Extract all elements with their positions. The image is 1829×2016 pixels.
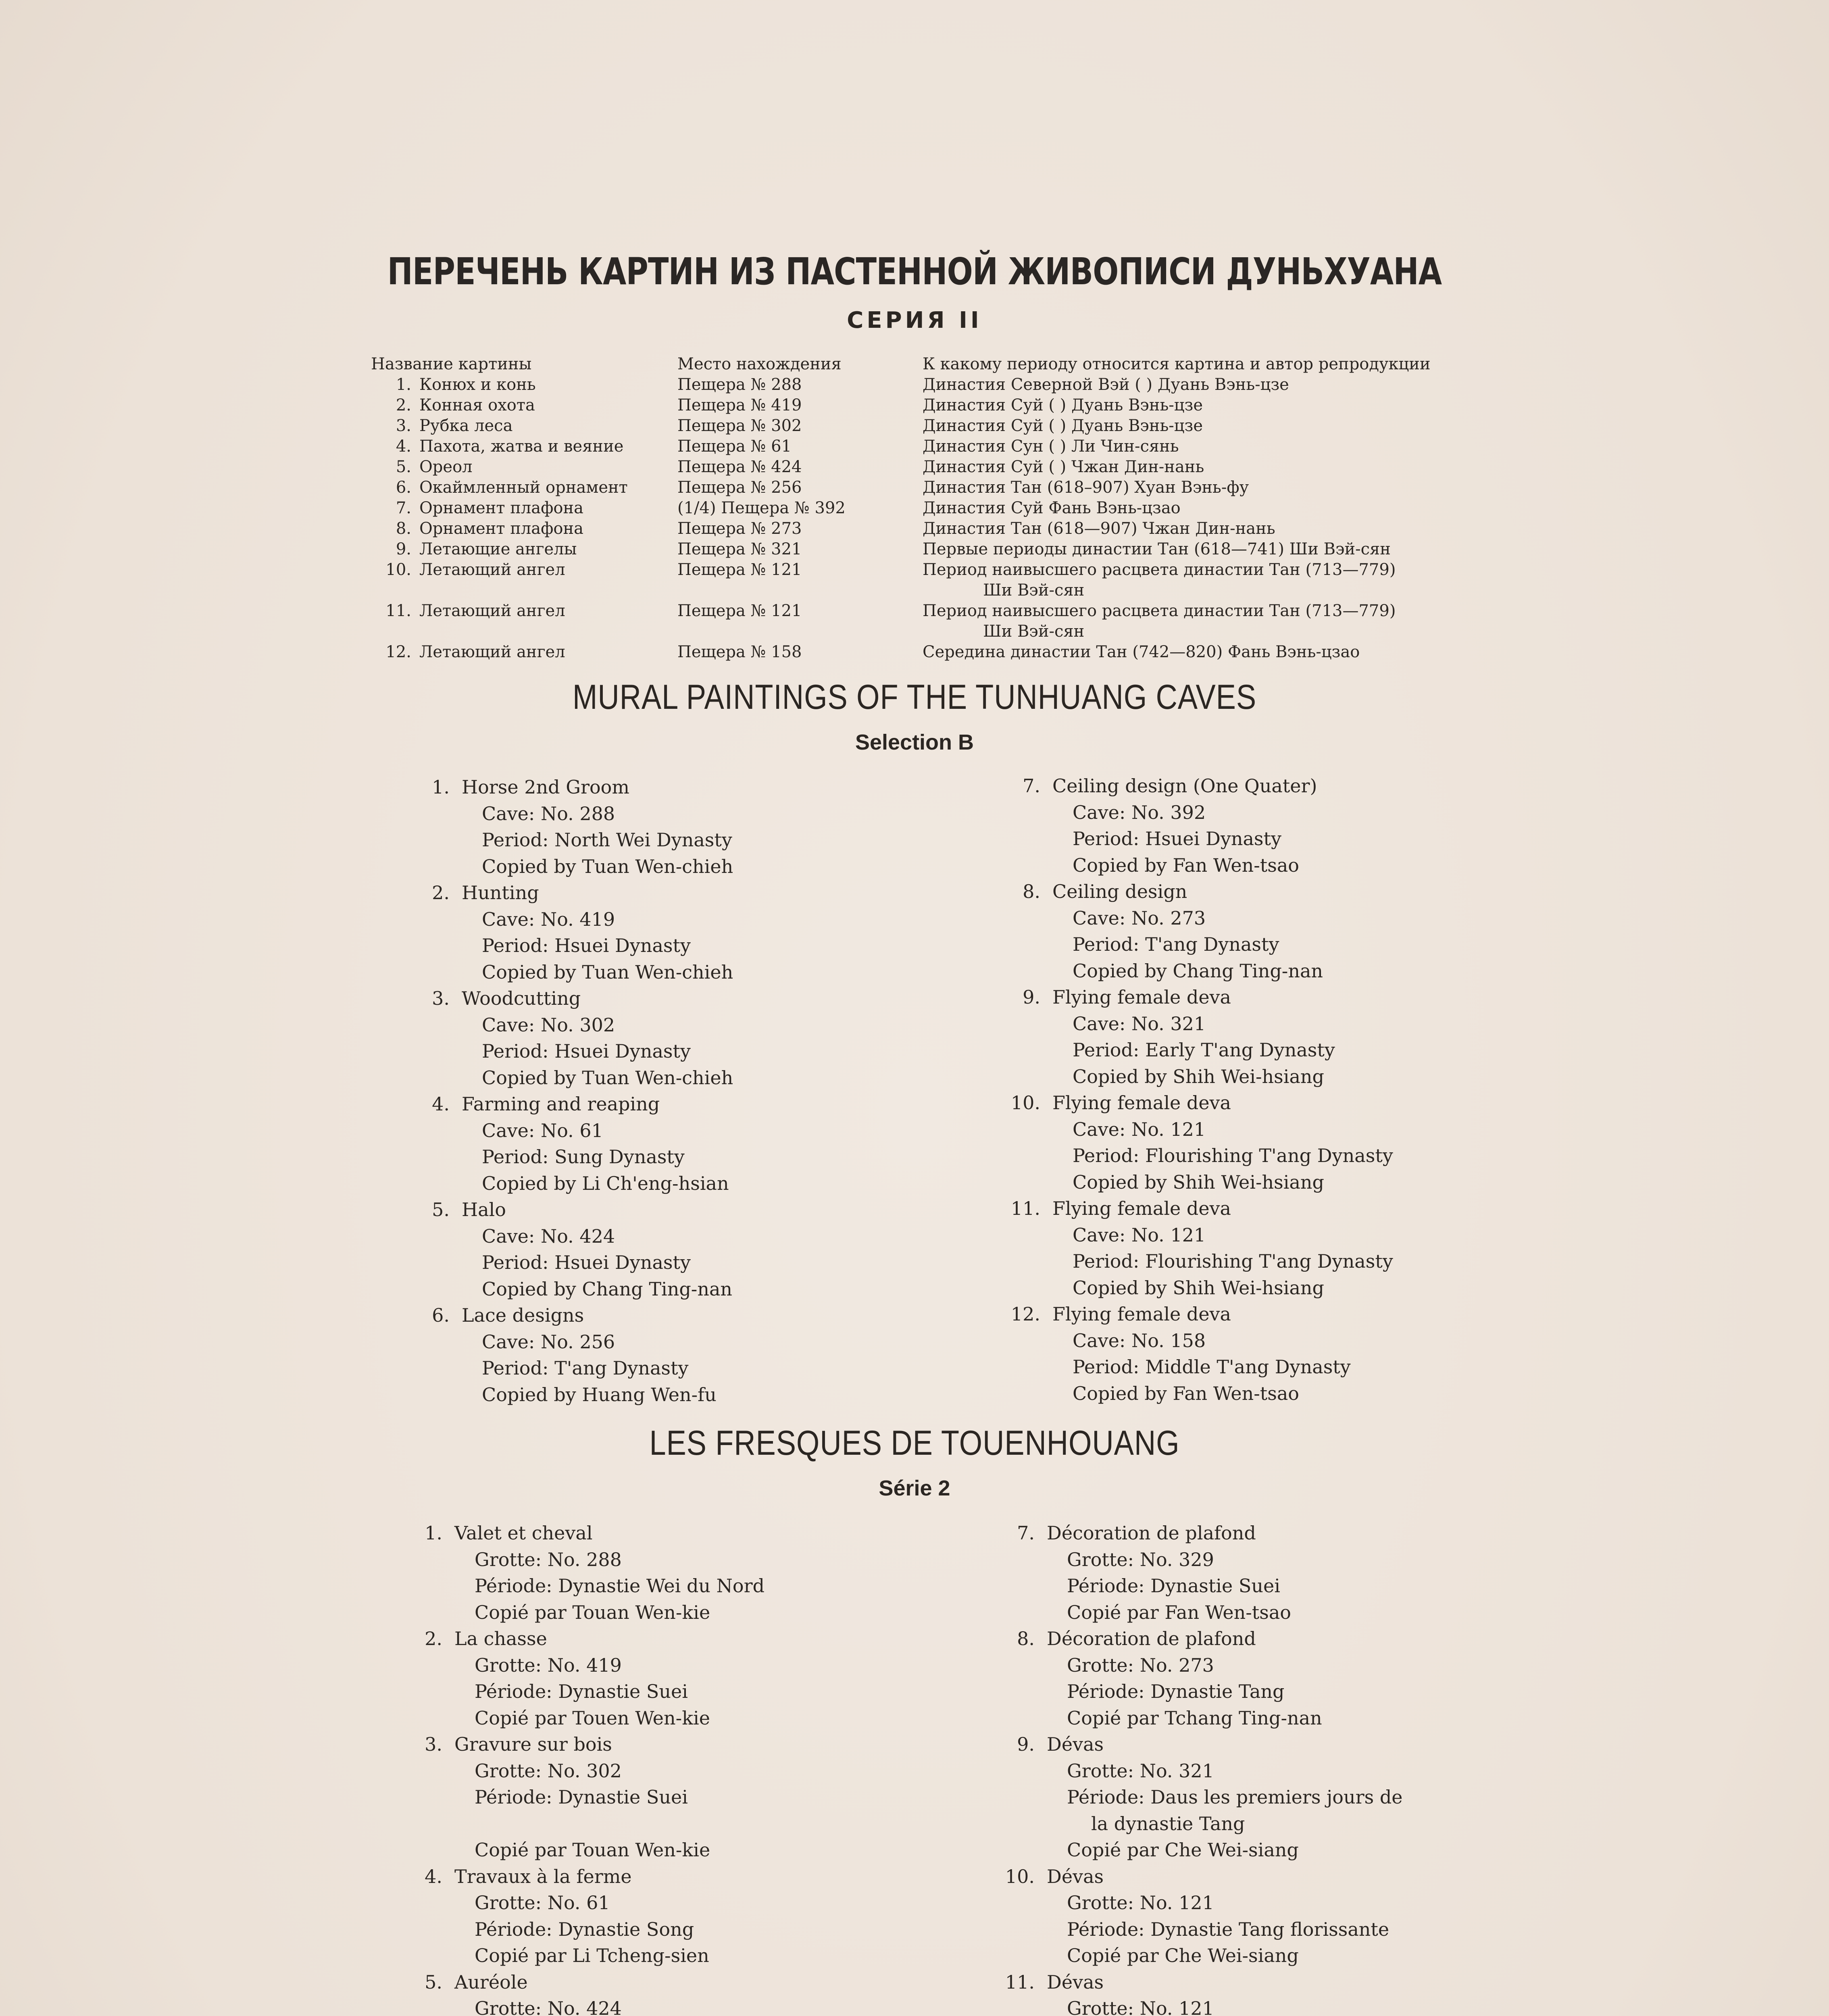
item-name: Орнамент плафона xyxy=(419,499,584,517)
cave-number: Cave: No. 302 xyxy=(482,1014,615,1036)
painting-title: Dévas xyxy=(1047,1971,1104,1993)
cave-location: Пещера № 158 xyxy=(677,643,802,661)
painting-entry xyxy=(425,1969,765,2016)
painting-title: Flying female deva xyxy=(1052,986,1231,1008)
period: Period: Hsuei Dynasty xyxy=(482,1252,691,1273)
cave-number: Cave: No. 121 xyxy=(1073,1118,1206,1140)
painting-name xyxy=(371,477,628,498)
item-number: 5. xyxy=(432,1199,450,1220)
item-number: 1. xyxy=(425,1522,442,1544)
copie-par: Copié par Touan Wen-kie xyxy=(475,1839,710,1861)
period-text: Династия Суй ( ) Дуань Вэнь-цзе xyxy=(923,396,1203,414)
copied-by: Copied by Tuan Wen-chieh xyxy=(482,1066,733,1089)
item-number: 11. xyxy=(1010,1198,1040,1219)
painting-entry xyxy=(432,1197,733,1302)
painting-name xyxy=(371,601,565,621)
grotte-number: Grotte: No. 321 xyxy=(1067,1760,1214,1782)
painting-title: Gravure sur bois xyxy=(454,1733,612,1755)
period-author xyxy=(923,519,1275,539)
period: Period: Flourishing T'ang Dynasty xyxy=(1073,1250,1393,1272)
cave-number: Cave: No. 424 xyxy=(482,1225,615,1247)
item-number: 4. xyxy=(432,1093,450,1115)
copie-par: Copié par Li Tcheng-sien xyxy=(475,1945,709,1966)
painting-entry xyxy=(425,1731,765,1864)
grotte-number: Grotte: No. 61 xyxy=(475,1892,610,1914)
copied-by: Copied by Fan Wen-tsao xyxy=(1073,854,1299,876)
english-subtitle: Selection B xyxy=(855,730,974,754)
painting-title: Flying female deva xyxy=(1052,1303,1231,1325)
painting-title: Flying female deva xyxy=(1052,1092,1231,1114)
periode-continuation: la dynastie Tang xyxy=(1091,1812,1245,1835)
cave-number: Cave: No. 121 xyxy=(1073,1224,1206,1246)
period-text: Династия Северной Вэй ( ) Дуань Вэнь-цзе xyxy=(923,375,1289,394)
item-number: 8. xyxy=(396,519,411,538)
russian-title: ПЕРЕЧЕНЬ КАРТИН ИЗ ПАСТЕННОЙ ЖИВОПИСИ ДУНЬХУАНА xyxy=(387,250,1442,293)
cave-number: Cave: No. 419 xyxy=(482,908,615,930)
copie-par: Copié par Touan Wen-kie xyxy=(475,1601,710,1623)
item-number: 2. xyxy=(396,396,411,414)
copie-par: Copié par Touen Wen-kie xyxy=(475,1707,710,1729)
period-author xyxy=(923,560,1396,601)
russian-series: СЕРИЯ II xyxy=(847,307,982,333)
grotte-number: Grotte: No. 273 xyxy=(1067,1654,1214,1676)
item-number: 5. xyxy=(425,1971,442,1993)
item-number: 9. xyxy=(1017,1733,1035,1755)
cave-number: Cave: No. 256 xyxy=(482,1331,615,1353)
item-number: 2. xyxy=(432,882,450,904)
item-number: 8. xyxy=(1023,881,1040,902)
period-text: Династия Тан (618–907) Хуан Вэнь-фу xyxy=(923,478,1249,497)
item-number: 3. xyxy=(432,987,450,1009)
item-number: 3. xyxy=(396,417,411,435)
russian-table xyxy=(371,354,1500,662)
painting-title: Travaux à la ferme xyxy=(454,1865,632,1887)
period-author xyxy=(923,601,1396,642)
item-number: 4. xyxy=(396,437,411,456)
grotte-number: Grotte: No. 302 xyxy=(475,1760,622,1782)
copied-by: Copied by Huang Wen-fu xyxy=(482,1383,717,1406)
painting-name xyxy=(371,539,577,560)
period: Period: Early T'ang Dynasty xyxy=(1073,1039,1335,1061)
cave-number: Cave: No. 273 xyxy=(1073,907,1206,929)
period-text: Середина династии Тан (742—820) Фань Вэнь-цзао xyxy=(923,643,1360,661)
period-author xyxy=(923,395,1203,416)
item-number: 7. xyxy=(396,499,411,517)
period-author xyxy=(923,436,1179,457)
period: Period: Hsuei Dynasty xyxy=(482,1040,691,1062)
painting-title: Flying female deva xyxy=(1052,1198,1231,1219)
item-name: Пахота, жатва и веяние xyxy=(419,437,624,456)
item-name: Ореол xyxy=(419,458,473,476)
item-number: 8. xyxy=(1017,1628,1035,1649)
item-number: 10. xyxy=(385,560,411,579)
russian-table-row xyxy=(371,601,1500,642)
periode: Période: Dynastie Suei xyxy=(1067,1575,1280,1597)
copied-by: Copied by Tuan Wen-chieh xyxy=(482,961,733,983)
painting-title: Valet et cheval xyxy=(454,1522,593,1544)
french-title: LES FRESQUES DE TOUENHOUANG xyxy=(649,1424,1180,1462)
painting-entry xyxy=(1023,773,1393,879)
painting-name xyxy=(371,375,536,395)
period: Period: Sung Dynasty xyxy=(482,1146,685,1168)
period-text: Династия Сун ( ) Ли Чин-сянь xyxy=(923,437,1179,456)
painting-title: Farming and reaping xyxy=(462,1093,660,1115)
period-author xyxy=(923,539,1391,560)
painting-title: Décoration de plafond xyxy=(1047,1522,1256,1544)
cave-location: (1/4) Пещера № 392 xyxy=(677,499,846,517)
cave-location: Пещера № 288 xyxy=(677,375,802,394)
painting-entry xyxy=(1010,1301,1393,1407)
copie-par: Copié par Tchang Ting-nan xyxy=(1067,1707,1322,1729)
cave-number: Cave: No. 158 xyxy=(1073,1329,1206,1352)
periode: Période: Dynastie Suei xyxy=(475,1681,688,1702)
painting-entry xyxy=(432,1302,733,1408)
period-continuation: Ши Вэй-сян xyxy=(983,622,1085,641)
russian-table-row xyxy=(371,519,1500,539)
russian-table-row xyxy=(371,642,1500,662)
cave-number: Cave: No. 392 xyxy=(1073,801,1206,823)
painting-title: Décoration de plafond xyxy=(1047,1628,1256,1649)
item-number: 2. xyxy=(425,1628,442,1649)
copied-by: Copied by Fan Wen-tsao xyxy=(1073,1382,1299,1404)
item-number: 4. xyxy=(425,1865,442,1887)
item-name: Летающие ангелы xyxy=(419,540,577,558)
periode: Période: Dynastie Wei du Nord xyxy=(475,1575,765,1597)
item-number: 12. xyxy=(385,643,411,661)
grotte-number: Grotte: No. 121 xyxy=(1067,1892,1214,1914)
period-author xyxy=(923,457,1204,477)
english-left-column xyxy=(432,774,733,1408)
copie-par: Copié par Che Wei-siang xyxy=(1067,1945,1299,1966)
cave-location: Пещера № 424 xyxy=(677,458,802,476)
period-continuation: Ши Вэй-сян xyxy=(983,581,1085,600)
painting-title: Dévas xyxy=(1047,1865,1104,1887)
french-left-column xyxy=(425,1520,765,2016)
russian-table-row xyxy=(371,375,1500,395)
cave-number: Cave: No. 321 xyxy=(1073,1012,1206,1035)
periode: Période: Dynastie Suei xyxy=(475,1786,688,1808)
copied-by: Copied by Tuan Wen-chieh xyxy=(482,855,733,877)
item-number: 7. xyxy=(1023,775,1040,797)
painting-entry xyxy=(1005,1969,1403,2016)
painting-entry xyxy=(432,774,733,880)
painting-title: Woodcutting xyxy=(462,987,581,1009)
item-number: 3. xyxy=(425,1733,442,1755)
period-author xyxy=(923,642,1360,662)
item-number: 9. xyxy=(396,540,411,558)
item-number: 5. xyxy=(396,458,411,476)
item-number: 10. xyxy=(1005,1865,1035,1887)
period-text: Период наивысшего расцвета династии Тан (713—779) xyxy=(923,602,1396,620)
painting-title: Horse 2nd Groom xyxy=(462,776,629,798)
painting-name xyxy=(371,519,583,539)
copie-par: Copié par Fan Wen-tsao xyxy=(1067,1601,1291,1623)
period: Period: T'ang Dynasty xyxy=(482,1357,689,1379)
period-author xyxy=(923,498,1181,519)
cave-location: Пещера № 121 xyxy=(677,602,802,620)
russian-table-header xyxy=(371,354,1500,375)
item-name: Рубка леса xyxy=(419,417,513,435)
russian-table-row xyxy=(371,539,1500,560)
item-name: Конюх и конь xyxy=(419,375,536,394)
russian-table-row xyxy=(371,560,1500,601)
period-text: Династия Суй Фань Вэнь-цзао xyxy=(923,499,1181,517)
french-right-column xyxy=(1005,1520,1403,2016)
header-period: К какому периоду относится картина и автор репродукции xyxy=(923,355,1431,373)
painting-entry xyxy=(432,880,733,985)
cave-location: Пещера № 61 xyxy=(677,437,792,456)
russian-table-row xyxy=(371,416,1500,436)
painting-name xyxy=(371,498,583,519)
copied-by: Copied by Shih Wei-hsiang xyxy=(1073,1065,1324,1087)
english-title: MURAL PAINTINGS OF THE TUNHUANG CAVES xyxy=(572,678,1257,716)
header-place: Место нахождения xyxy=(677,355,842,373)
painting-entry xyxy=(425,1864,765,1969)
item-number: 7. xyxy=(1017,1522,1035,1544)
copied-by: Copied by Shih Wei-hsiang xyxy=(1073,1277,1324,1299)
painting-entry xyxy=(1017,1520,1403,1626)
periode: Période: Dynastie Tang florissante xyxy=(1067,1918,1389,1940)
painting-entry xyxy=(425,1626,765,1731)
russian-table-row xyxy=(371,436,1500,457)
painting-entry xyxy=(432,1091,733,1197)
english-right-column xyxy=(1010,773,1393,1407)
painting-entry xyxy=(1010,1090,1393,1195)
painting-entry xyxy=(432,985,733,1091)
painting-name xyxy=(371,416,512,436)
painting-title: Hunting xyxy=(462,882,539,904)
item-name: Окаймленный орнамент xyxy=(419,478,628,497)
copied-by: Copied by Chang Ting-nan xyxy=(482,1278,733,1300)
period: Period: Flourishing T'ang Dynasty xyxy=(1073,1145,1393,1166)
period: Period: T'ang Dynasty xyxy=(1073,933,1279,955)
item-number: 6. xyxy=(432,1304,450,1326)
item-name: Конная охота xyxy=(419,396,535,414)
painting-entry xyxy=(1010,1195,1393,1301)
period: Period: Middle T'ang Dynasty xyxy=(1073,1356,1351,1378)
period-text: Династия Суй ( ) Чжан Дин-нань xyxy=(923,458,1204,476)
cave-location: Пещера № 273 xyxy=(677,519,802,538)
russian-table-row xyxy=(371,477,1500,498)
item-number: 6. xyxy=(396,478,411,497)
painting-entry xyxy=(1017,1626,1403,1731)
item-number: 10. xyxy=(1010,1092,1040,1114)
periode: Période: Dynastie Tang xyxy=(1067,1681,1285,1702)
period-text: Династия Суй ( ) Дуань Вэнь-цзе xyxy=(923,417,1203,435)
cave-location: Пещера № 121 xyxy=(677,560,802,579)
painting-title: Dévas xyxy=(1047,1733,1104,1755)
period: Period: North Wei Dynasty xyxy=(482,829,732,851)
painting-title: Ceiling design (One Quater) xyxy=(1052,775,1317,797)
russian-table-row xyxy=(371,457,1500,477)
cave-location: Пещера № 302 xyxy=(677,417,802,435)
grotte-number: Grotte: No. 424 xyxy=(475,1997,622,2016)
item-name: Летающий ангел xyxy=(419,643,565,661)
periode: Période: Daus les premiers jours de xyxy=(1067,1786,1403,1808)
item-number: 11. xyxy=(1005,1971,1035,1993)
item-number: 1. xyxy=(432,776,450,798)
copied-by: Copied by Chang Ting-nan xyxy=(1073,960,1323,982)
period-author xyxy=(923,477,1249,498)
period-text: Династия Тан (618—907) Чжан Дин-нань xyxy=(923,519,1275,538)
painting-name xyxy=(371,395,535,416)
painting-title: Ceiling design xyxy=(1052,881,1187,902)
painting-name xyxy=(371,642,565,662)
painting-name xyxy=(371,560,565,580)
russian-table-row xyxy=(371,395,1500,416)
painting-entry xyxy=(1023,984,1393,1090)
grotte-number: Grotte: No. 419 xyxy=(475,1654,622,1676)
item-number: 9. xyxy=(1023,986,1040,1008)
cave-number: Cave: No. 288 xyxy=(482,802,615,825)
blank-line xyxy=(454,1811,765,1837)
period-text: Первые периоды династии Тан (618—741) Ши Вэй-сян xyxy=(923,540,1391,558)
painting-entry xyxy=(1005,1864,1403,1969)
grotte-number: Grotte: No. 329 xyxy=(1067,1548,1214,1570)
period-author xyxy=(923,416,1203,436)
painting-title: Auréole xyxy=(454,1971,528,1993)
painting-name xyxy=(371,436,623,457)
painting-entry xyxy=(1017,1731,1403,1864)
item-name: Орнамент плафона xyxy=(419,519,584,538)
item-number: 1. xyxy=(396,375,411,394)
painting-name xyxy=(371,457,473,477)
painting-entry xyxy=(1023,879,1393,984)
periode: Période: Dynastie Song xyxy=(475,1918,694,1940)
cave-location: Пещера № 256 xyxy=(677,478,802,497)
painting-entry xyxy=(425,1520,765,1626)
copie-par: Copié par Che Wei-siang xyxy=(1067,1839,1299,1861)
period-author xyxy=(923,375,1289,395)
item-number: 11. xyxy=(385,602,411,620)
period-text: Период наивысшего расцвета династии Тан (713—779) xyxy=(923,560,1396,579)
cave-location: Пещера № 419 xyxy=(677,396,802,414)
cave-location: Пещера № 321 xyxy=(677,540,802,558)
item-name: Летающий ангел xyxy=(419,560,565,579)
header-name: Название картины xyxy=(371,355,532,373)
copied-by: Copied by Li Ch'eng-hsian xyxy=(482,1172,729,1194)
french-subtitle: Série 2 xyxy=(879,1476,950,1500)
cave-number: Cave: No. 61 xyxy=(482,1119,603,1141)
painting-title: Halo xyxy=(462,1199,506,1220)
copied-by: Copied by Shih Wei-hsiang xyxy=(1073,1171,1324,1193)
period: Period: Hsuei Dynasty xyxy=(1073,828,1281,850)
russian-table-row xyxy=(371,498,1500,519)
item-name: Летающий ангел xyxy=(419,602,565,620)
painting-title: Lace designs xyxy=(462,1304,584,1326)
grotte-number: Grotte: No. 288 xyxy=(475,1548,622,1570)
item-number: 12. xyxy=(1010,1303,1040,1325)
painting-title: La chasse xyxy=(454,1628,547,1649)
grotte-number: Grotte: No. 121 xyxy=(1067,1997,1214,2016)
period: Period: Hsuei Dynasty xyxy=(482,935,691,956)
